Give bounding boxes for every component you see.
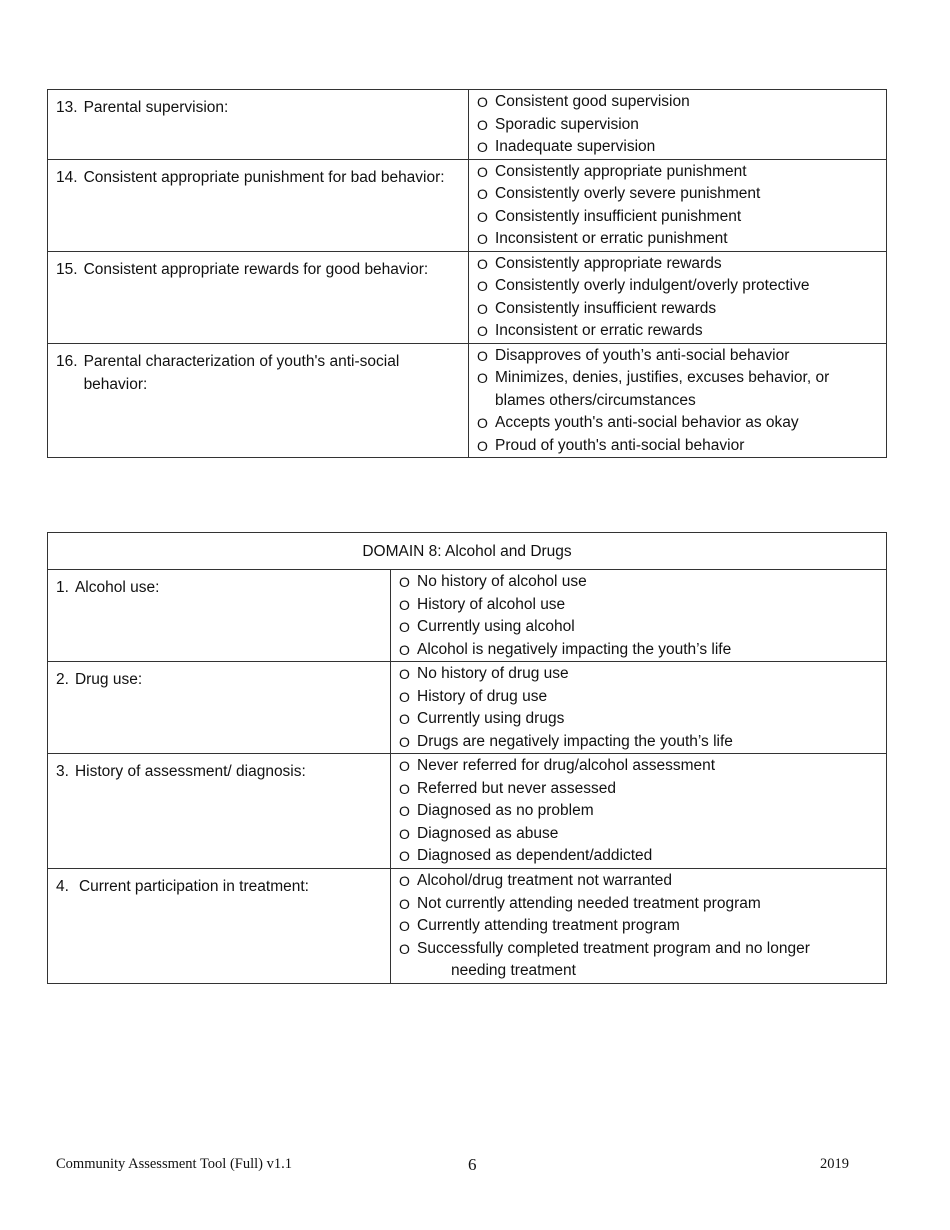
question-text: Consistent appropriate punishment for bad behavior: xyxy=(83,168,445,186)
radio-circle-icon[interactable]: O xyxy=(477,163,488,180)
radio-circle-icon[interactable]: O xyxy=(399,780,410,797)
radio-circle-icon[interactable]: O xyxy=(399,825,410,842)
radio-circle-icon[interactable]: O xyxy=(399,619,410,635)
radio-circle-icon[interactable]: O xyxy=(399,848,410,864)
radio-option[interactable]: O Inconsistent or erratic rewards xyxy=(477,320,880,343)
table-row xyxy=(48,159,887,251)
radio-option[interactable]: O Minimizes, denies, justifies, excuses behavior, or xyxy=(477,367,880,390)
question-cell xyxy=(48,343,469,458)
radio-circle-icon[interactable]: O xyxy=(477,255,488,272)
radio-option[interactable]: O Inconsistent or erratic punishment xyxy=(477,228,880,251)
radio-option[interactable]: O Diagnosed as abuse xyxy=(399,823,880,846)
radio-circle-icon[interactable]: O xyxy=(399,873,410,889)
question-number: 14. xyxy=(56,168,78,186)
question-cell xyxy=(48,251,469,343)
radio-option[interactable]: O Accepts youth's anti-social behavior as okay xyxy=(477,412,880,435)
domain-title: DOMAIN 8: Alcohol and Drugs xyxy=(48,533,887,570)
radio-option[interactable]: O Never referred for drug/alcohol assessment xyxy=(399,755,880,778)
options-cell xyxy=(391,754,887,869)
table-row xyxy=(48,343,887,458)
radio-circle-icon[interactable]: O xyxy=(399,940,410,957)
radio-option[interactable]: O Sporadic supervision xyxy=(477,114,880,137)
footer-document-title: Community Assessment Tool (Full) v1.1 xyxy=(56,1156,292,1172)
options-cell xyxy=(469,343,887,458)
radio-circle-icon[interactable]: O xyxy=(477,139,488,155)
table-row xyxy=(48,570,887,662)
radio-option[interactable]: O Inadequate supervision xyxy=(477,136,880,159)
question-text: Alcohol use: xyxy=(74,579,160,596)
options-cell xyxy=(469,90,887,160)
option-continuation: blames others/circumstances xyxy=(495,391,696,409)
radio-circle-icon[interactable]: O xyxy=(399,574,410,590)
radio-circle-icon[interactable]: O xyxy=(477,323,488,339)
options-cell xyxy=(391,570,887,662)
radio-circle-icon[interactable]: O xyxy=(477,437,488,454)
radio-circle-icon[interactable]: O xyxy=(399,711,410,727)
radio-option[interactable]: O Currently using alcohol xyxy=(399,616,880,639)
options-cell xyxy=(469,251,887,343)
radio-circle-icon[interactable]: O xyxy=(477,347,488,364)
radio-circle-icon[interactable]: O xyxy=(477,186,488,202)
question-cell xyxy=(48,90,469,160)
question-cell xyxy=(48,662,391,754)
radio-circle-icon[interactable]: O xyxy=(399,758,410,774)
options-cell xyxy=(391,869,887,984)
radio-option[interactable]: O Consistently overly severe punishment xyxy=(477,183,880,206)
radio-option[interactable]: O Currently attending treatment program xyxy=(399,915,880,938)
radio-option[interactable]: O Proud of youth's anti-social behavior xyxy=(477,435,880,458)
radio-option[interactable]: O Drugs are negatively impacting the youth’s life xyxy=(399,731,880,754)
radio-option[interactable]: O Consistently insufficient punishment xyxy=(477,206,880,229)
question-number: 15. xyxy=(56,260,78,278)
question-cell xyxy=(48,159,469,251)
radio-option[interactable]: O Consistently appropriate punishment xyxy=(477,161,880,184)
radio-circle-icon[interactable]: O xyxy=(399,803,410,819)
radio-option[interactable]: O Diagnosed as no problem xyxy=(399,800,880,823)
radio-circle-icon[interactable]: O xyxy=(477,231,488,247)
radio-circle-icon[interactable]: O xyxy=(399,596,410,613)
radio-circle-icon[interactable]: O xyxy=(477,208,488,225)
options-cell xyxy=(469,159,887,251)
radio-option[interactable]: O Successfully completed treatment program and no longer xyxy=(399,938,880,961)
question-cell xyxy=(48,754,391,869)
table-row xyxy=(48,754,887,869)
domain8-table xyxy=(47,532,887,984)
radio-circle-icon[interactable]: O xyxy=(399,895,410,912)
question-cell xyxy=(48,570,391,662)
radio-circle-icon[interactable]: O xyxy=(477,370,488,386)
radio-option[interactable]: O No history of drug use xyxy=(399,663,880,686)
question-number: 2. xyxy=(56,671,69,688)
radio-option[interactable]: O Diagnosed as dependent/addicted xyxy=(399,845,880,868)
radio-circle-icon[interactable]: O xyxy=(477,415,488,431)
radio-circle-icon[interactable]: O xyxy=(399,641,410,658)
table-row xyxy=(48,90,887,160)
table-header-row xyxy=(48,533,887,570)
radio-circle-icon[interactable]: O xyxy=(477,300,488,317)
question-number: 1. xyxy=(56,579,69,596)
radio-option[interactable]: O History of drug use xyxy=(399,686,880,709)
options-cell xyxy=(391,662,887,754)
question-text: History of assessment/ diagnosis: xyxy=(74,763,306,780)
question-text: Drug use: xyxy=(74,671,143,688)
radio-circle-icon[interactable]: O xyxy=(399,918,410,934)
radio-option[interactable]: O Referred but never assessed xyxy=(399,778,880,801)
radio-circle-icon[interactable]: O xyxy=(477,94,488,110)
radio-option[interactable]: O History of alcohol use xyxy=(399,594,880,617)
radio-option[interactable]: O Consistently appropriate rewards xyxy=(477,253,880,276)
option-continuation: needing treatment xyxy=(451,962,576,979)
footer-page-number: 6 xyxy=(468,1155,477,1174)
question-text: Parental characterization of youth's anti-social behavior: xyxy=(83,352,400,393)
radio-option[interactable]: O Consistently insufficient rewards xyxy=(477,298,880,321)
table-row xyxy=(48,662,887,754)
question-text: Parental supervision: xyxy=(83,99,229,116)
radio-circle-icon[interactable]: O xyxy=(477,116,488,133)
table-row xyxy=(48,251,887,343)
table-row xyxy=(48,869,887,984)
question-number: 4. xyxy=(56,878,69,895)
question-number: 13. xyxy=(56,99,78,116)
question-text: Consistent appropriate rewards for good behavior: xyxy=(83,260,429,278)
radio-option[interactable]: O Alcohol/drug treatment not warranted xyxy=(399,870,880,893)
radio-option[interactable]: O Not currently attending needed treatment program xyxy=(399,893,880,916)
radio-circle-icon[interactable]: O xyxy=(399,666,410,682)
radio-option[interactable]: O No history of alcohol use xyxy=(399,571,880,594)
radio-option[interactable]: O Currently using drugs xyxy=(399,708,880,731)
radio-circle-icon[interactable]: O xyxy=(399,733,410,750)
question-text: Current participation in treatment: xyxy=(78,878,309,895)
question-number: 16. xyxy=(56,352,78,370)
radio-circle-icon[interactable]: O xyxy=(477,278,488,294)
radio-circle-icon[interactable]: O xyxy=(399,688,410,705)
parenting-questions-table xyxy=(47,89,887,458)
question-cell xyxy=(48,869,391,984)
footer-year: 2019 xyxy=(820,1156,849,1172)
radio-option[interactable]: O Consistent good supervision xyxy=(477,91,880,114)
radio-option[interactable]: O Alcohol is negatively impacting the youth’s life xyxy=(399,639,880,662)
question-number: 3. xyxy=(56,763,69,780)
radio-option[interactable]: O Consistently overly indulgent/overly protective xyxy=(477,275,880,298)
radio-option[interactable]: O Disapproves of youth’s anti-social behavior xyxy=(477,345,880,368)
